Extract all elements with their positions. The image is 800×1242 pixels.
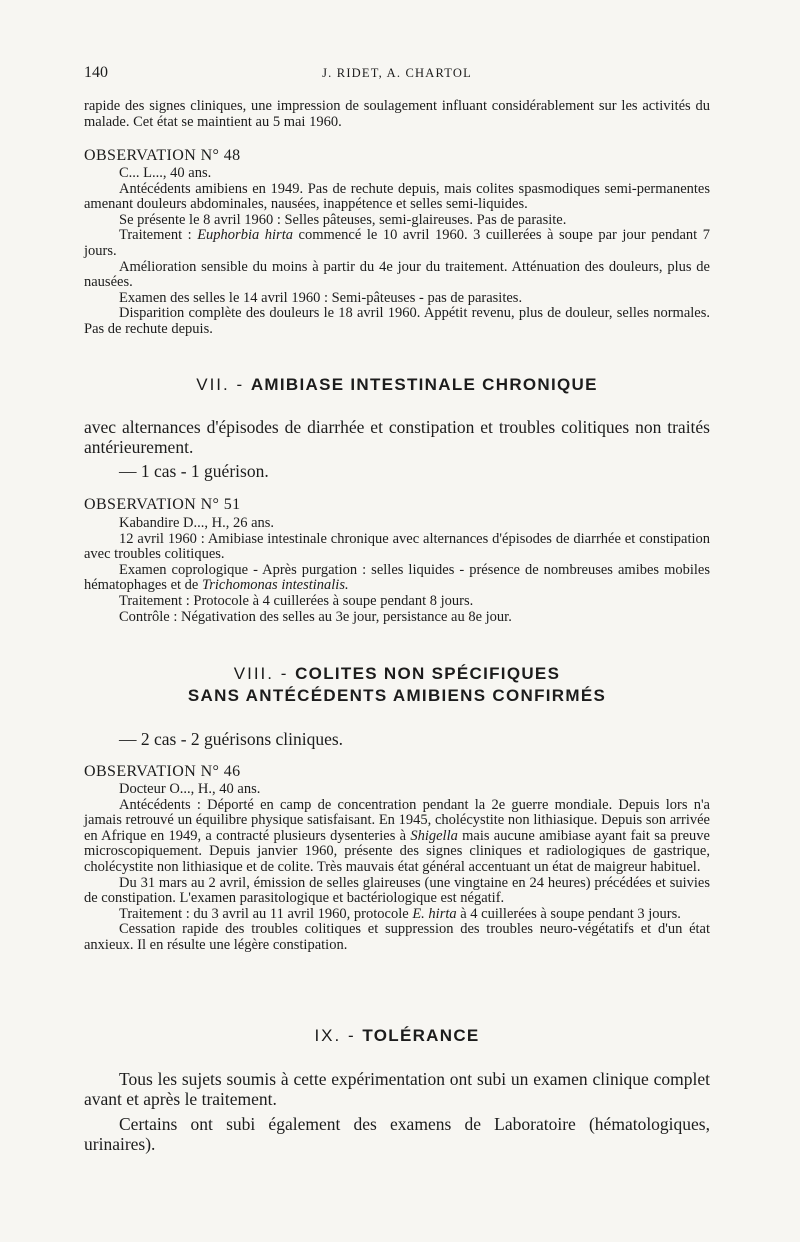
section-9-paragraph-1: Tous les sujets soumis à cette expérimentation ont subi un examen clinique complet avant et après le traitement. [84,1069,710,1109]
page-number: 140 [84,64,108,81]
obs48-presentation: Se présente le 8 avril 1960 : Selles pâteuses, semi-glaireuses. Pas de parasite. [119,211,567,228]
observation-46-body [84,782,710,954]
obs48-exam: Examen des selles le 14 avril 1960 : Semi-pâteuses - pas de parasites. [119,289,523,306]
obs46-treatment: Traitement : du 3 avril au 11 avril 1960, protocole E. hirta à 4 cuillerées à soupe pendant 3 jours. [119,905,681,922]
section-7-count: — 1 cas - 1 guérison. [119,461,269,481]
obs48-patient: C... L..., 40 ans. [119,165,212,181]
observation-46-title: OBSERVATION N° 46 [84,763,241,780]
intro-paragraph: rapide des signes cliniques, une impression de soulagement influant considérablement sur les activités du malade. Cet état se maintient au 5 mai 1960. [84,98,710,130]
obs51-patient: Kabandire D..., H., 26 ans. [119,515,275,531]
section-9-body [84,1069,710,1154]
section-8-count: — 2 cas - 2 guérisons cliniques. [119,729,344,749]
section-7-intro [84,417,710,481]
section-9-heading: IX. - TOLÉRANCE [314,1026,480,1045]
observation-51-body [84,516,710,625]
intro-paragraph-block [84,99,710,130]
section-7-heading: VII. - AMIBIASE INTESTINALE CHRONIQUE [196,375,598,394]
observation-48-body [84,166,710,338]
obs46-antecedents: Antécédents : Déporté en camp de concentration pendant la 2e guerre mondiale. Depuis lors n'a jamais retrouvé un équilibre physique satisfaisant. En 1945, cholécystite non lithiasique. Depuis son arrivée en Afrique en 1949, a contracté plusieurs dysenteries à Shigella mais aucune amibiase ayant fait sa preuve microscopiquement. Depuis janvier 1960, présente des signes cliniques et radiologiques de gastrique, cholécystite non lithiasique et de colite. Très mauvais état général accentuant un état de maigreur habituel. [84,796,710,875]
running-title: J. RIDET, A. CHARTOL [322,66,472,80]
page-header [84,64,710,84]
obs46-episode: Du 31 mars au 2 avril, émission de selles glaireuses (une vingtaine en 24 heures) précédées et suivies de constipation. L'examen parasitologique et bactériologique est négatif. [84,874,710,907]
section-8-heading: VIII. - COLITES NON SPÉCIFIQUES SANS ANTÉCÉDENTS AMIBIENS CONFIRMÉS [187,664,607,705]
section-8-intro [84,729,710,749]
obs48-improvement: Amélioration sensible du moins à partir du 4e jour du traitement. Atténuation des douleurs, plus de nausées. [84,258,710,291]
observation-51-title: OBSERVATION N° 51 [84,496,241,513]
obs48-outcome: Disparition complète des douleurs le 18 avril 1960. Appétit revenu, plus de douleur, selles normales. Pas de rechute depuis. [84,305,710,337]
obs46-outcome: Cessation rapide des troubles colitiques et suppression des troubles neuro-végétatifs et d'un état anxieux. Il en résulte une légère constipation. [84,921,710,953]
obs51-diagnosis: 12 avril 1960 : Amibiase intestinale chronique avec alternances d'épisodes de diarrhée et constipation avec troubles colitiques. [84,530,710,563]
obs51-control: Contrôle : Négativation des selles au 3e jour, persistance au 8e jour. [119,608,512,625]
obs51-coprology: Examen coprologique - Après purgation : selles liquides - présence de nombreuses amibes mobiles hématophages et de Trichomonas intestinalis. [84,561,710,594]
observation-48-title: OBSERVATION N° 48 [84,147,241,164]
section-9-paragraph-2: Certains ont subi également des examens de Laboratoire (hématologiques, urinaires). [84,1114,710,1154]
section-7-description: avec alternances d'épisodes de diarrhée et constipation et troubles colitiques non traités antérieurement. [84,417,710,457]
obs48-antecedents: Antécédents amibiens en 1949. Pas de rechute depuis, mais colites spasmodiques semi-permanentes amenant douleurs abdominales, nausées, inappétence et selles semi-liquides. [84,180,710,213]
obs48-treatment: Traitement : Euphorbia hirta commencé le 10 avril 1960. 3 cuillerées à soupe par jour pendant 7 jours. [84,227,710,259]
obs51-treatment: Traitement : Protocole à 4 cuillerées à soupe pendant 8 jours. [119,592,474,609]
obs46-patient: Docteur O..., H., 40 ans. [119,781,261,797]
